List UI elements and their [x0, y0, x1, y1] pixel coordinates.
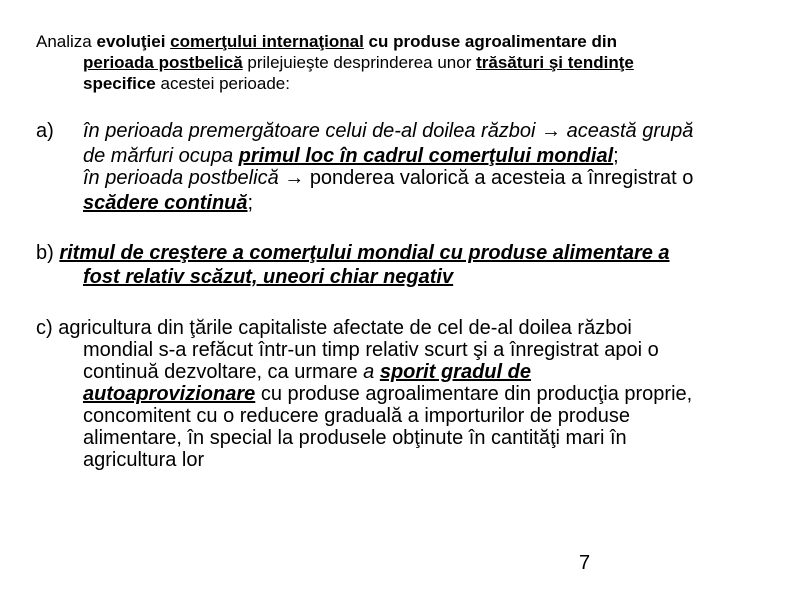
intro-line-2 [36, 52, 776, 73]
intro-bold-text: cu produse agroalimentare din [363, 32, 617, 51]
page-number: 7 [579, 552, 591, 574]
point-c-line-6 [36, 427, 776, 449]
point-a-text: de mărfuri ocupa [83, 145, 239, 167]
point-c-line-1 [36, 317, 776, 339]
point-a-text: ponderea valorică a acesteia a înregistrat o [309, 167, 694, 189]
point-a [36, 119, 776, 169]
point-c-emphasis: autoaprovizionare [83, 383, 256, 405]
point-a-line-1 [36, 119, 776, 144]
point-b-emphasis: ritmul de creştere a comerţului mondial cu produse alimentare a [59, 242, 670, 264]
point-a-emphasis: primul loc în cadrul comerţului mondial [238, 145, 614, 167]
point-c-line-7 [36, 449, 776, 471]
point-b [36, 241, 776, 289]
point-b-emphasis: fost relativ scăzut, uneori chiar negativ [83, 266, 454, 288]
point-a-line-3 [36, 166, 776, 191]
point-c-text: agricultura lor [83, 449, 205, 471]
point-c-text: a [363, 361, 380, 383]
intro-paragraph [36, 31, 776, 94]
point-a-marker: a) [36, 120, 54, 142]
point-c-text: c) agricultura din ţările capitaliste afectate de cel de-al doilea război [36, 317, 632, 339]
intro-bold-term: evoluţiei [96, 32, 171, 51]
intro-underlined-term: comerţului internaţional [170, 32, 364, 51]
point-a-punct: ; [247, 192, 254, 214]
intro-line-1 [36, 31, 776, 52]
point-c-text: continuă dezvoltare, ca urmare [83, 361, 364, 383]
point-a-text: în perioada premergătoare celui de-al doilea război → această grupă [83, 120, 694, 142]
intro-underlined-term: perioada postbelică [83, 53, 243, 72]
point-c-text: concomitent cu o reducere graduală a importurilor de produse [83, 405, 630, 427]
intro-underlined-term: trăsături şi tendinţe [476, 53, 634, 72]
point-c-line-3 [36, 361, 776, 383]
point-a-punct: ; [613, 145, 619, 167]
point-c [36, 317, 776, 471]
point-c-line-2 [36, 339, 776, 361]
point-c-line-5 [36, 405, 776, 427]
intro-text: prilejuieşte desprinderea unor [242, 53, 477, 72]
intro-line-3 [36, 73, 776, 94]
point-a-text: în perioada postbelică → [83, 167, 310, 189]
point-a-postwar [36, 166, 776, 216]
point-b-line-1 [36, 241, 776, 265]
point-c-text: alimentare, în special la produsele obţinute în cantităţi mari în [83, 427, 627, 449]
point-c-text: cu produse agroalimentare din producţia proprie, [255, 383, 693, 405]
intro-text: acestei perioade: [155, 74, 290, 93]
point-b-marker: b) [36, 242, 60, 264]
point-c-emphasis: sporit gradul de [379, 361, 531, 383]
point-a-emphasis: scădere continuă [83, 192, 248, 214]
intro-bold-term: specifice [83, 74, 156, 93]
point-a-line-4 [36, 191, 776, 216]
intro-text: Analiza [36, 32, 97, 51]
point-c-text: mondial s-a refăcut într-un timp relativ scurt şi a înregistrat apoi o [83, 339, 659, 361]
point-c-line-4 [36, 383, 776, 405]
point-b-line-2 [36, 265, 776, 289]
